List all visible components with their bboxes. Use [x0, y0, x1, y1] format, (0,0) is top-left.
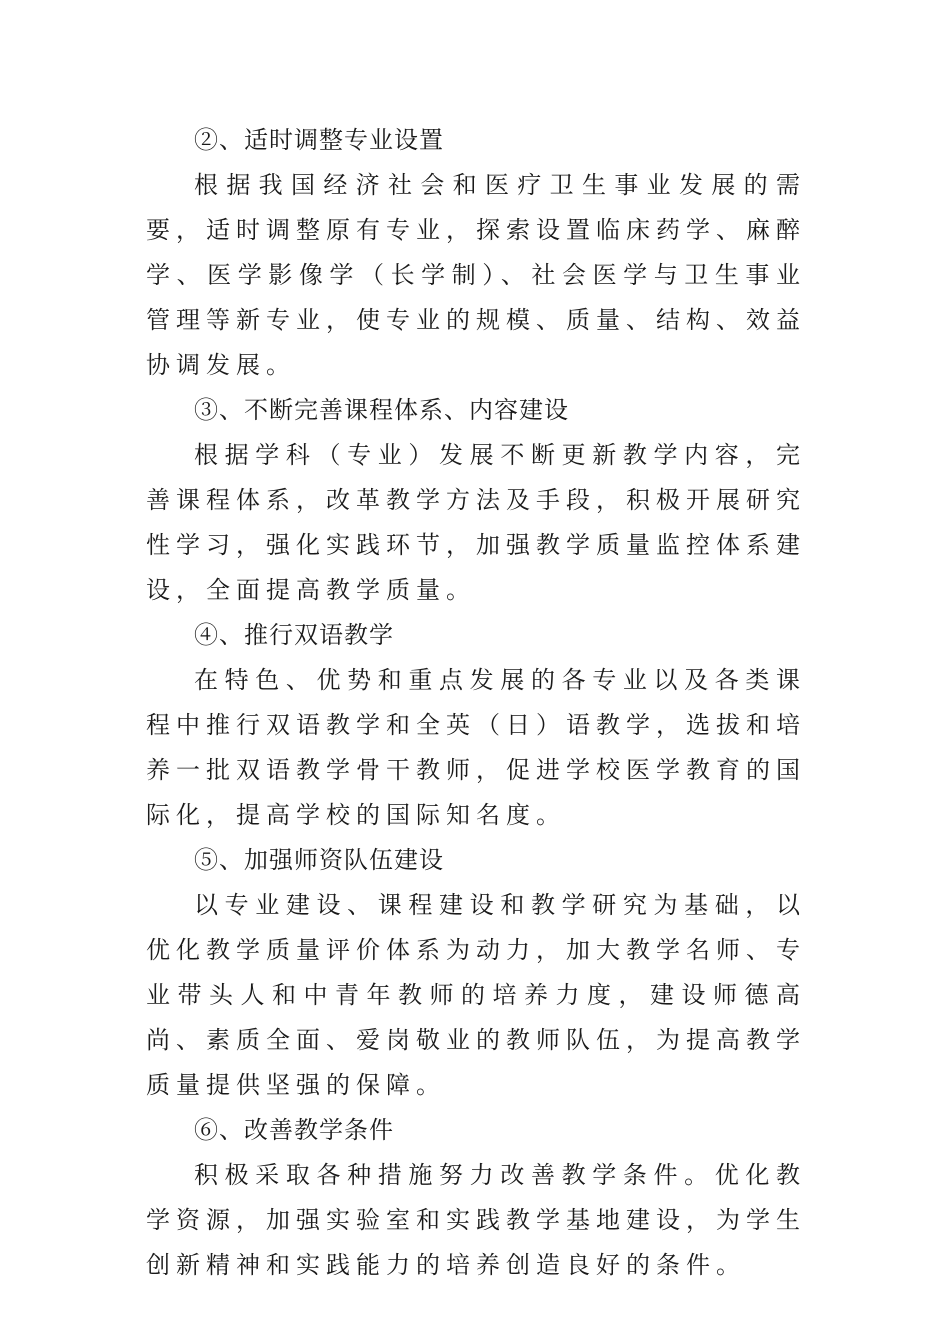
section-paragraph-4: 在特色、优势和重点发展的各专业以及各类课程中推行双语教学和全英（日）语教学，选拔和培养一批双语教学骨干教师，促进学校医学教育的国际化，提高学校的国际知名度。: [146, 666, 806, 829]
section-heading-2: ②、适时调整专业设置: [194, 126, 444, 154]
section-paragraph-6: 积极采取各种措施努力改善教学条件。优化教学资源，加强实验室和实践教学基地建设，为学生创新精神和实践能力的培养创造良好的条件。: [146, 1161, 806, 1279]
section-heading-3: ③、不断完善课程体系、内容建设: [194, 396, 569, 424]
section-heading-4: ④、推行双语教学: [194, 621, 394, 649]
section-heading-5: ⑤、加强师资队伍建设: [194, 846, 444, 874]
document-body: [146, 118, 806, 1288]
section-paragraph-3: 根据学科（专业）发展不断更新教学内容，完善课程体系，改革教学方法及手段，积极开展研究性学习，强化实践环节，加强教学质量监控体系建设，全面提高教学质量。: [146, 441, 806, 604]
section-paragraph-2: 根据我国经济社会和医疗卫生事业发展的需要，适时调整原有专业，探索设置临床药学、麻醉学、医学影像学（长学制）、社会医学与卫生事业管理等新专业，使专业的规模、质量、结构、效益协调发展。: [146, 171, 806, 379]
section-heading-6: ⑥、改善教学条件: [194, 1116, 394, 1144]
section-paragraph-5: 以专业建设、课程建设和教学研究为基础，以优化教学质量评价体系为动力，加大教学名师、专业带头人和中青年教师的培养力度，建设师德高尚、素质全面、爱岗敬业的教师队伍，为提高教学质量提供坚强的保障。: [146, 891, 806, 1099]
